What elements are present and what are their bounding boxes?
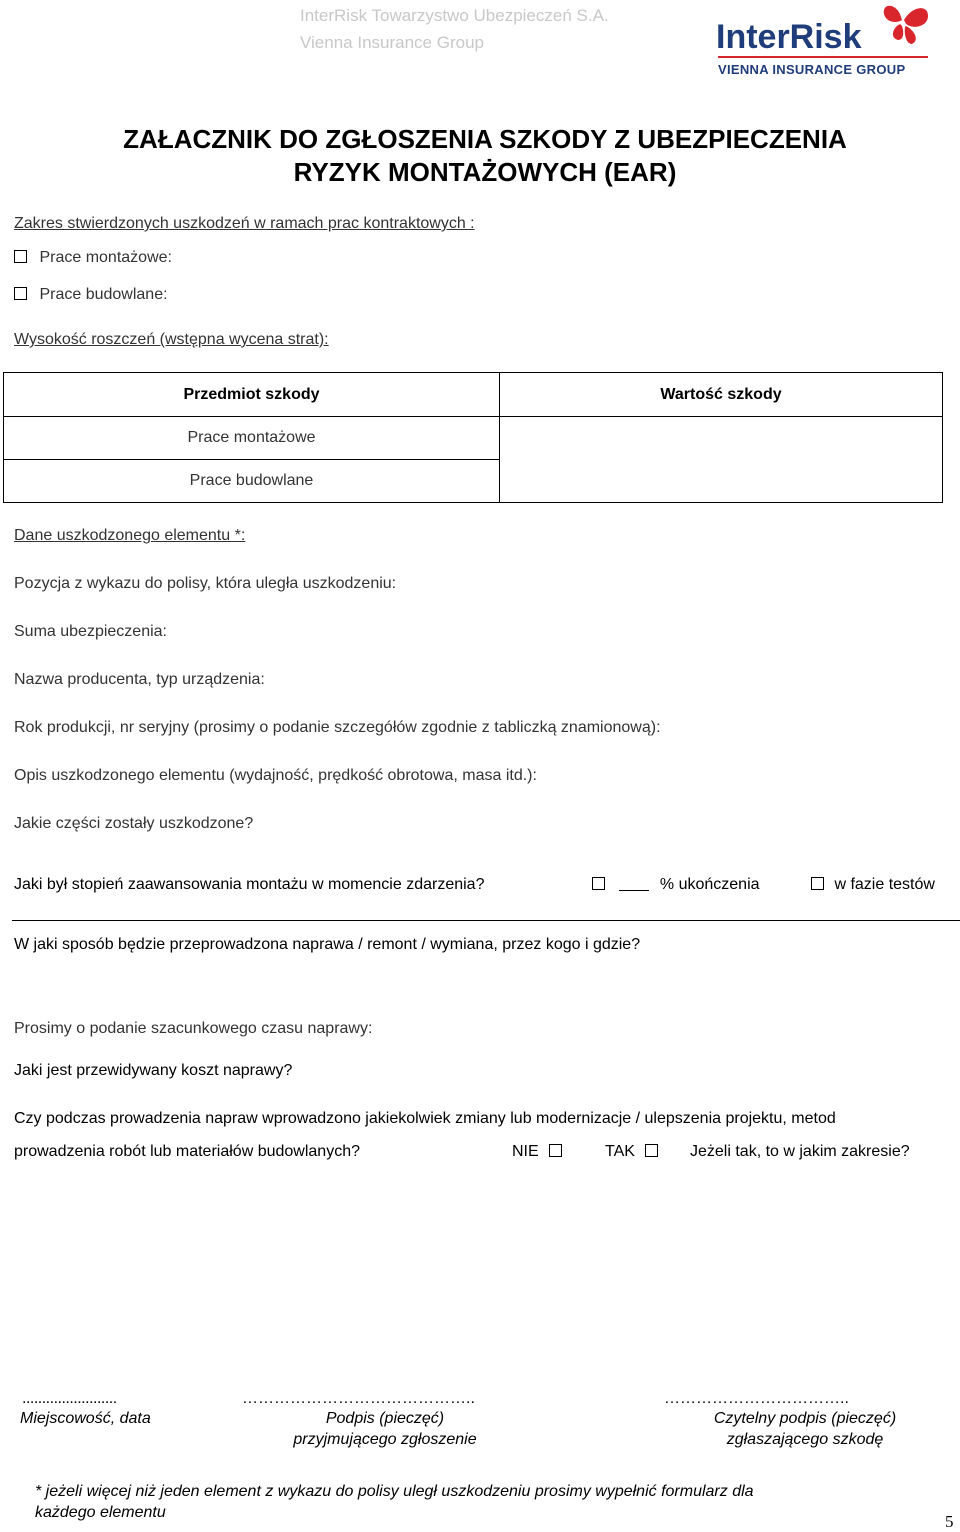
checkbox[interactable] xyxy=(14,287,27,300)
repair-changes-line2: prowadzenia robót lub materiałów budowlanych? xyxy=(14,1143,360,1160)
page-number: 5 xyxy=(945,1512,954,1531)
repair-scope-question: Jeżeli tak, to w jakim zakresie? xyxy=(690,1143,910,1160)
table-row xyxy=(4,417,943,460)
signature-receiver-line1: Podpis (pieczęć) xyxy=(325,1410,445,1427)
repair-time: Prosimy o podanie szacunkowego czasu naprawy: xyxy=(14,1020,373,1037)
table-header-value: Wartość szkody xyxy=(500,373,943,417)
answer-yes[interactable] xyxy=(605,1143,658,1161)
signature-receiver-line2: przyjmującego zgłoszenie xyxy=(293,1431,477,1448)
answer-no[interactable] xyxy=(512,1143,562,1161)
element-heading: Dane uszkodzonego elementu *: xyxy=(14,527,246,544)
logo-text: InterRisk xyxy=(716,18,862,56)
signature-place-date: Miejscowość, data xyxy=(20,1410,151,1427)
progress-option-testing[interactable] xyxy=(811,876,935,894)
table-cell-subject: Prace budowlane xyxy=(4,460,500,503)
field-manufacturer: Nazwa producenta, typ urządzenia: xyxy=(14,671,265,688)
progress-question: Jaki był stopień zaawansowania montażu w momencie zdarzenia? xyxy=(14,876,485,893)
signature-dots-receiver: …………………………………….. xyxy=(242,1390,475,1407)
table-row xyxy=(4,460,943,503)
signature-dots-reporter: …………………………….. xyxy=(664,1390,849,1407)
field-year-serial: Rok produkcji, nr seryjny (prosimy o podanie szczegółów zgodnie z tabliczką znamionową): xyxy=(14,719,661,736)
progress-option-label: w fazie testów xyxy=(834,876,935,893)
scope-option-label: Prace montażowe: xyxy=(39,249,172,266)
company-name: InterRisk Towarzystwo Ubezpieczeń S.A. xyxy=(300,6,609,25)
signature-dots-place: ........................ xyxy=(22,1390,117,1407)
scope-option-budowa[interactable] xyxy=(14,286,168,304)
progress-option-label: % ukończenia xyxy=(659,876,760,893)
answer-yes-label: TAK xyxy=(605,1143,635,1160)
progress-option-percent[interactable] xyxy=(592,876,760,894)
checkbox[interactable] xyxy=(645,1144,658,1157)
field-damaged-parts: Jakie części zostały uszkodzone? xyxy=(14,815,254,832)
repair-how: W jaki sposób będzie przeprowadzona naprawa / remont / wymiana, przez kogo i gdzie? xyxy=(14,936,641,953)
answer-no-label: NIE xyxy=(512,1143,539,1160)
interrisk-logo xyxy=(714,0,934,80)
checkbox[interactable] xyxy=(592,877,605,890)
claims-table xyxy=(3,372,943,503)
repair-cost: Jaki jest przewidywany koszt naprawy? xyxy=(14,1062,293,1079)
field-description: Opis uszkodzonego elementu (wydajność, prędkość obrotowa, masa itd.): xyxy=(14,767,537,784)
company-group: Vienna Insurance Group xyxy=(300,33,484,52)
scope-option-label: Prace budowlane: xyxy=(39,286,168,303)
repair-changes-line1: Czy podczas prowadzenia napraw wprowadzono jakiekolwiek zmiany lub modernizacje / ulepszenia projektu, metod xyxy=(14,1110,836,1127)
signature-reporter-line2: zgłaszającego szkodę xyxy=(726,1431,884,1448)
document-title-line1: ZAŁACZNIK DO ZGŁOSZENIA SZKODY Z UBEZPIECZENIA xyxy=(123,124,847,154)
table-cell-value[interactable] xyxy=(500,460,943,503)
document-title-line2: RYZYK MONTAŻOWYCH (EAR) xyxy=(293,157,677,187)
percent-blank[interactable] xyxy=(619,877,649,891)
table-cell-subject: Prace montażowe xyxy=(4,417,500,460)
field-sum-insured: Suma ubezpieczenia: xyxy=(14,623,167,640)
checkbox[interactable] xyxy=(549,1144,562,1157)
table-header-subject: Przedmiot szkody xyxy=(4,373,500,417)
field-policy-position: Pozycja z wykazu do polisy, która uległa uszkodzeniu: xyxy=(14,575,397,592)
table-cell-value[interactable] xyxy=(500,417,943,460)
table-header-row xyxy=(4,373,943,417)
signature-reporter-line1: Czytelny podpis (pieczęć) xyxy=(713,1410,897,1427)
footnote-line1: * jeżeli więcej niż jeden element z wykazu do polisy uległ uszkodzeniu prosimy wypełnić formularz dla xyxy=(35,1483,754,1500)
scope-option-montaz[interactable] xyxy=(14,249,172,267)
logo-subtext: VIENNA INSURANCE GROUP xyxy=(718,62,906,77)
footnote-line2: każdego elementu xyxy=(35,1504,166,1521)
checkbox[interactable] xyxy=(14,250,27,263)
checkbox[interactable] xyxy=(811,877,824,890)
scope-heading: Zakres stwierdzonych uszkodzeń w ramach prac kontraktowych : xyxy=(14,215,475,232)
claims-heading: Wysokość roszczeń (wstępna wycena strat): xyxy=(14,331,329,348)
divider xyxy=(12,920,960,921)
